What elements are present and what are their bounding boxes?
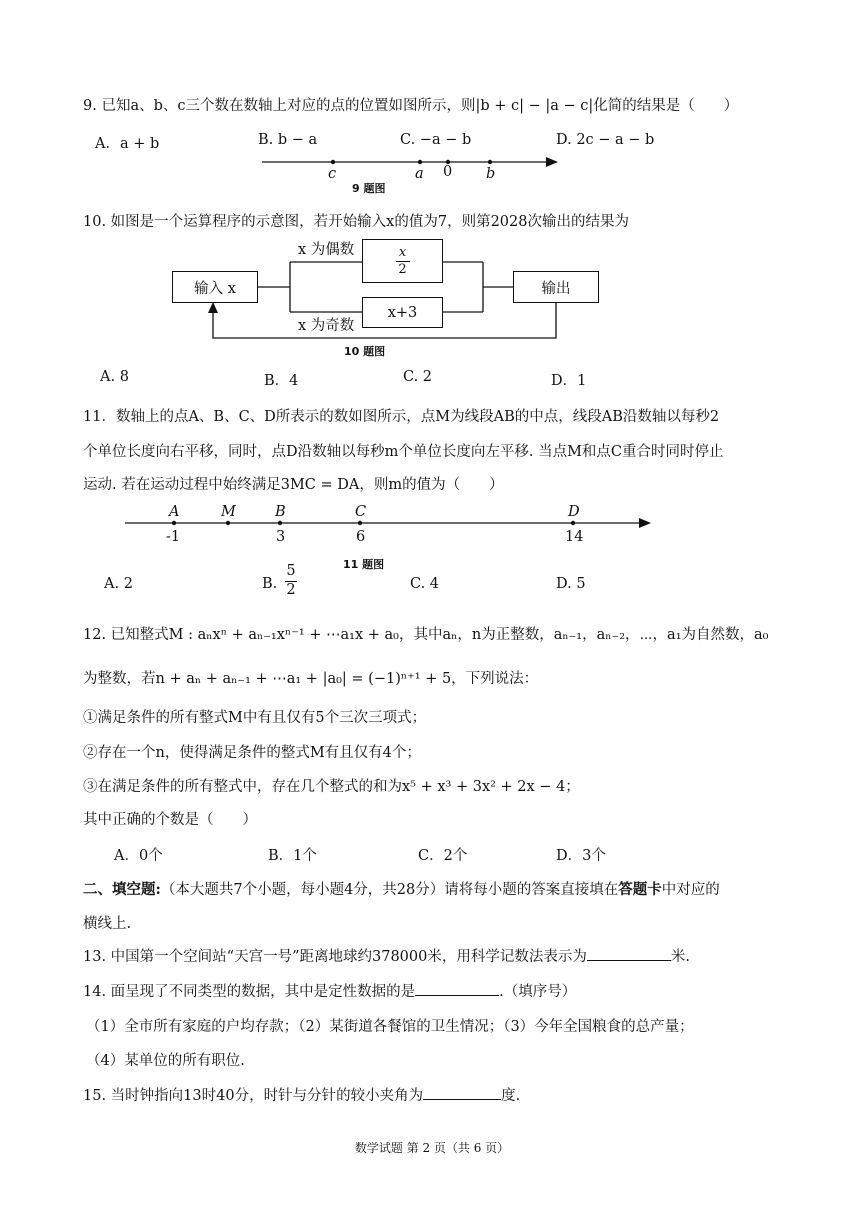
q10-even-box: x 2 — [362, 239, 443, 283]
q11-option-d: D. 5 — [556, 576, 586, 592]
q12-ask: 其中正确的个数是（ ） — [83, 812, 257, 828]
q12-option-d: D．3个 — [556, 848, 606, 864]
q11-label-M: M — [221, 504, 236, 520]
q9-point-c — [331, 160, 335, 164]
q10-option-b: B．4 — [264, 373, 299, 389]
q11-line2: 个单位长度向右平移，同时，点D沿数轴以每秒m个单位长度向左平移. 当点M和点C重合时同时停止 — [83, 444, 724, 460]
q14: 14. 面呈现了不同类型的数据，其中是定性数据的是 .（填序号） — [83, 980, 576, 1001]
q9-label-zero: 0 — [443, 164, 453, 180]
q9-label-b: b — [486, 166, 496, 182]
q11-label-D: D — [568, 504, 580, 520]
q9-arrow-icon — [546, 157, 558, 167]
q12-statement-1: ①满足条件的所有整式M中有且仅有5个三次三项式； — [83, 710, 427, 726]
q11-line1: 11．数轴上的点A、B、C、D所表示的数如图所示，点M为线段AB的中点，线段AB沿数轴以每秒2 — [83, 409, 720, 425]
section2-line2: 横线上. — [83, 916, 132, 932]
q9-option-a: A．a + b — [95, 136, 160, 152]
q9-stem: 9. 已知a、b、c三个数在数轴上对应的点的位置如图所示，则|b + c| − |a − c|化简的结果是（ ） — [83, 98, 739, 114]
q11-option-b-fraction: 5 2 — [286, 563, 296, 598]
q12-line1: 12. 已知整式M : aₙxⁿ + aₙ₋₁xⁿ⁻¹ + ⋯a₁x + a₀，其中aₙ，n为正整数，aₙ₋₁，aₙ₋₂，⋯，a₁为自然数，a₀ — [83, 627, 769, 643]
q9-label-a: a — [415, 166, 424, 182]
q11-value-B: 3 — [276, 529, 286, 545]
q10-return-arrow-icon — [208, 302, 218, 313]
q10-option-c: C. 2 — [403, 369, 433, 385]
q11-value-C: 6 — [356, 529, 366, 545]
q11-label-B: B — [275, 504, 286, 520]
q10-input-box: 输入 x — [172, 271, 258, 303]
q11-arrow-icon — [639, 518, 651, 528]
q12-option-b: B．1个 — [268, 848, 317, 864]
q9-point-a — [418, 160, 422, 164]
q14-answer-blank[interactable] — [415, 981, 499, 996]
q12-option-c: C．2个 — [418, 848, 468, 864]
q11-label-C: C — [355, 504, 367, 520]
q15-answer-blank[interactable] — [423, 1085, 501, 1100]
q12-statement-3: ③在满足条件的所有整式中，存在几个整式的和为x⁵ + x³ + 3x² + 2x − 4； — [83, 779, 580, 795]
q10-caption: 10 题图 — [344, 345, 386, 358]
q9-point-b — [488, 160, 492, 164]
q9-label-c: c — [328, 166, 337, 182]
q9-option-b: B. b − a — [258, 132, 318, 148]
q9-caption: 9 题图 — [352, 182, 386, 195]
q10-stem: 10. 如图是一个运算程序的示意图，若开始输入x的值为7，则第2028次输出的结果为 — [83, 214, 629, 230]
q9-option-c: C. −a − b — [400, 132, 472, 148]
q11-value-D: 14 — [565, 529, 584, 545]
q11-line3: 运动. 若在运动过程中始终满足3MC = DA，则m的值为（ ） — [83, 477, 504, 493]
q11-caption: 11 题图 — [343, 558, 385, 571]
q10-even-label: x 为偶数 — [298, 242, 355, 258]
q15: 15. 当时钟指向13时40分，时针与分针的较小夹角为 度. — [83, 1084, 520, 1105]
q10-option-d: D．1 — [551, 373, 587, 389]
q11-label-A: A — [169, 504, 180, 520]
q14-line3: （4）某单位的所有职位. — [86, 1053, 245, 1069]
q12-statement-2: ②存在一个n，使得满足条件的整式M有且仅有4个； — [83, 745, 421, 761]
q13-answer-blank[interactable] — [587, 946, 671, 961]
q11-option-a: A. 2 — [104, 576, 133, 592]
q10-odd-box: x+3 — [362, 297, 443, 328]
q10-odd-label: x 为奇数 — [298, 318, 355, 334]
q12-line2: 为整数，若n + aₙ + aₙ₋₁ + ⋯a₁ + |a₀| = (−1)ⁿ⁺¹ + 5，下列说法： — [83, 671, 539, 687]
q14-line2: （1）全市所有家庭的户均存款；（2）某街道各餐馆的卫生情况；（3）今年全国粮食的总产量； — [86, 1019, 694, 1035]
q11-option-c: C. 4 — [410, 576, 440, 592]
q11-value-A: -1 — [166, 529, 181, 545]
q11-option-b-prefix: B. — [262, 576, 278, 592]
page-footer: 数学试题 第 2 页（共 6 页） — [354, 1141, 510, 1155]
q10-option-a: A. 8 — [100, 369, 129, 385]
q12-option-a: A．0个 — [114, 848, 163, 864]
q13: 13. 中国第一个空间站“天宫一号”距离地球约378000米，用科学记数法表示为 米. — [83, 945, 690, 966]
q9-option-d: D. 2c − a − b — [556, 132, 655, 148]
q10-output-box: 输出 — [513, 271, 599, 303]
section2-heading: 二、填空题:（本大题共7个小题，每小题4分，共28分）请将每小题的答案直接填在答题卡中对应的 — [83, 881, 720, 898]
